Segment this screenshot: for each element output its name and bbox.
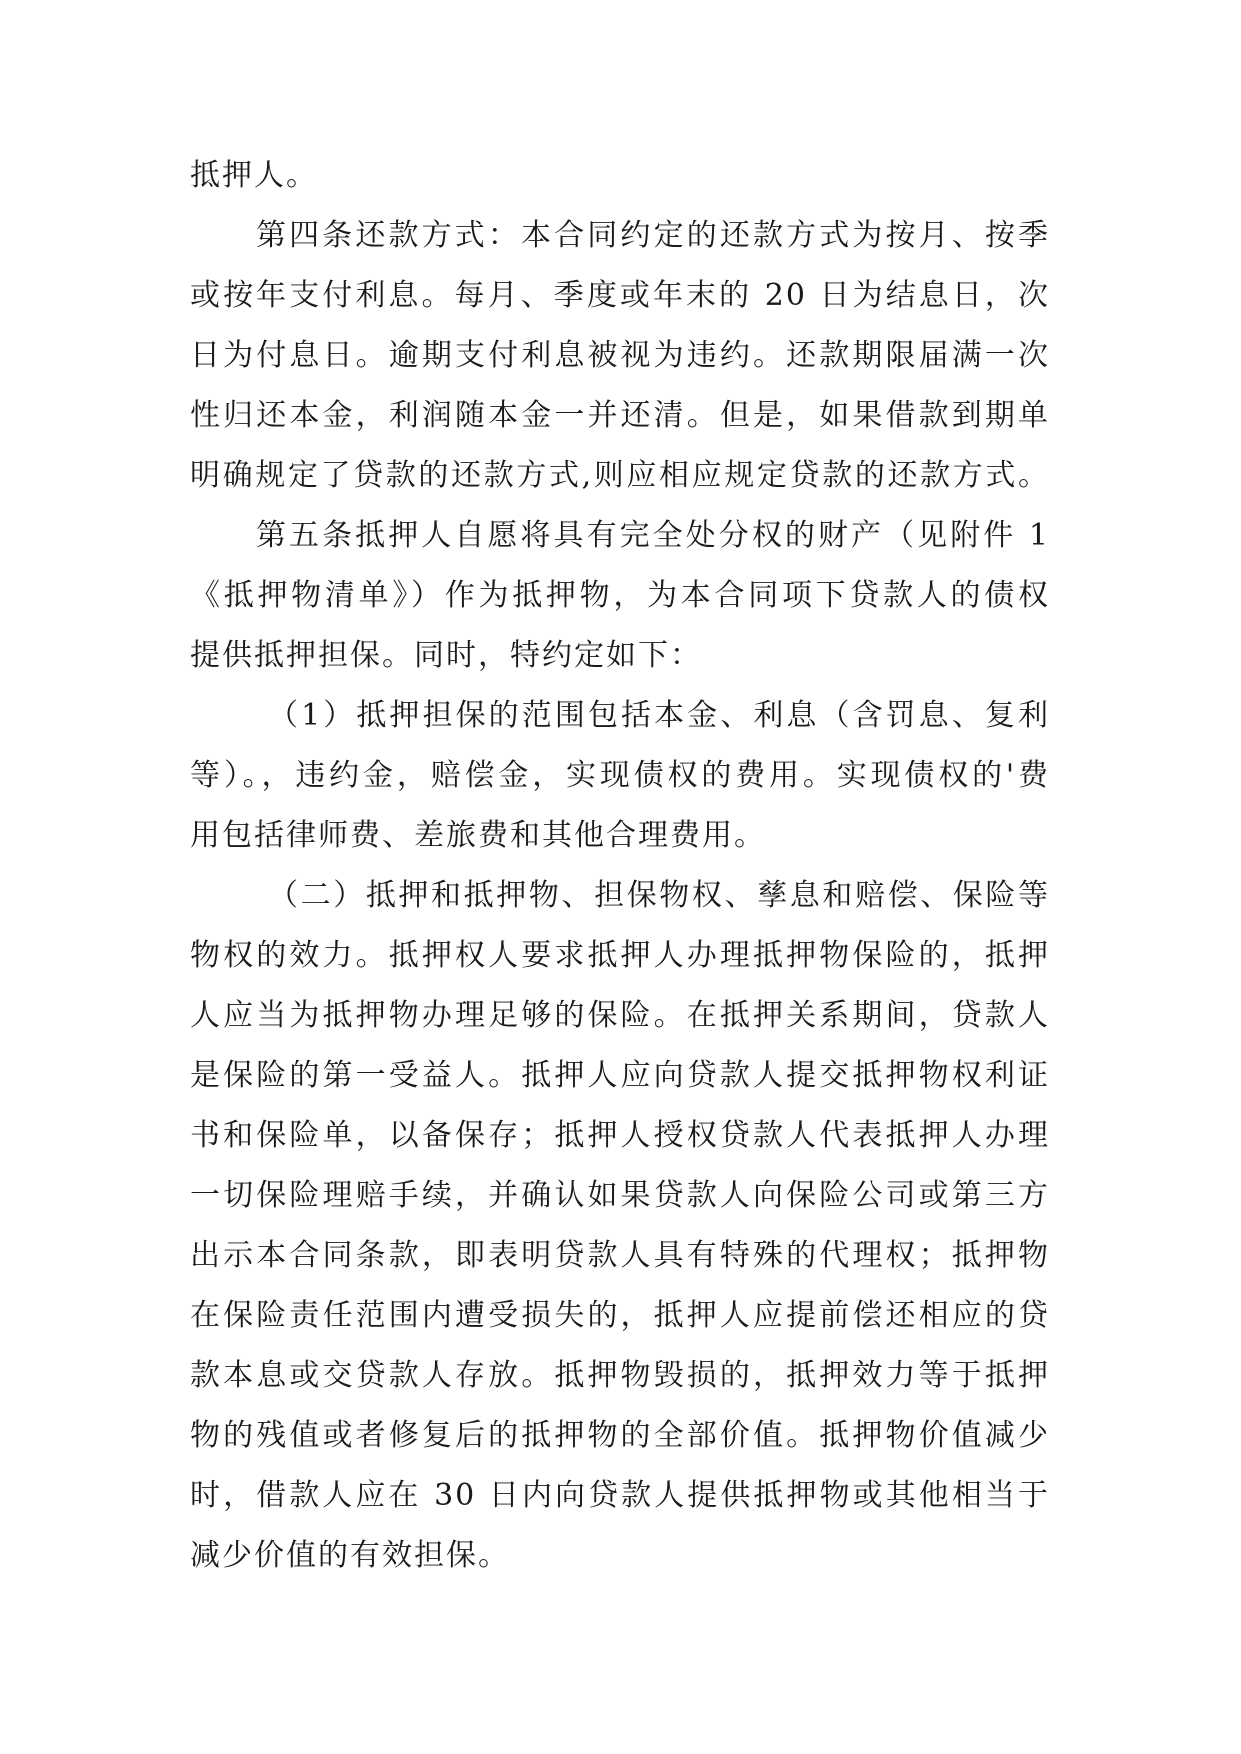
text-line: 一切保险理赔手续，并确认如果贷款人向保险公司或第三方 (190, 1178, 1050, 1213)
text-line: 出示本合同条款，即表明贷款人具有特殊的代理权；抵押物 (190, 1238, 1050, 1273)
clause-1-heading-line: （1）抵押担保的范围包括本金、利息（含罚息、复利 (268, 698, 1050, 733)
article-4-heading-line: 第四条还款方式：本合同约定的还款方式为按月、按季 (256, 218, 1050, 253)
text-line: 明确规定了贷款的还款方式,则应相应规定贷款的还款方式。 (190, 458, 1050, 493)
document-body (190, 157, 1050, 1597)
text-line: 抵押人。 (190, 158, 318, 193)
text-line: 日为付息日。逾期支付利息被视为违约。还款期限届满一次 (190, 338, 1050, 373)
clause-2-heading-line: （二）抵押和抵押物、担保物权、孳息和赔偿、保险等 (268, 878, 1050, 913)
text-line: 物权的效力。抵押权人要求抵押人办理抵押物保险的，抵押 (190, 938, 1050, 973)
text-line: 性归还本金，利润随本金一并还清。但是，如果借款到期单 (190, 398, 1050, 433)
text-line: 等）。，违约金，赔偿金，实现债权的费用。实现债权的'费 (190, 758, 1050, 793)
text-line: 款本息或交贷款人存放。抵押物毁损的，抵押效力等于抵押 (190, 1358, 1050, 1393)
text-line: 是保险的第一受益人。抵押人应向贷款人提交抵押物权利证 (190, 1058, 1050, 1093)
text-line: 提供抵押担保。同时，特约定如下： (190, 638, 702, 673)
text-line: 人应当为抵押物办理足够的保险。在抵押关系期间，贷款人 (190, 998, 1050, 1033)
text-line: 用包括律师费、差旅费和其他合理费用。 (190, 818, 766, 853)
text-line: 或按年支付利息。每月、季度或年末的 20 日为结息日，次 (190, 278, 1050, 313)
text-line: 时，借款人应在 30 日内向贷款人提供抵押物或其他相当于 (190, 1478, 1050, 1513)
text-line: 《抵押物清单》）作为抵押物，为本合同项下贷款人的债权 (190, 578, 1050, 613)
text-line: 在保险责任范围内遭受损失的，抵押人应提前偿还相应的贷 (190, 1298, 1050, 1333)
text-line: 减少价值的有效担保。 (190, 1538, 510, 1573)
text-line: 书和保险单，以备保存；抵押人授权贷款人代表抵押人办理 (190, 1118, 1050, 1153)
text-line: 物的残值或者修复后的抵押物的全部价值。抵押物价值减少 (190, 1418, 1050, 1453)
article-5-heading-line: 第五条抵押人自愿将具有完全处分权的财产（见附件 1 (256, 518, 1050, 553)
